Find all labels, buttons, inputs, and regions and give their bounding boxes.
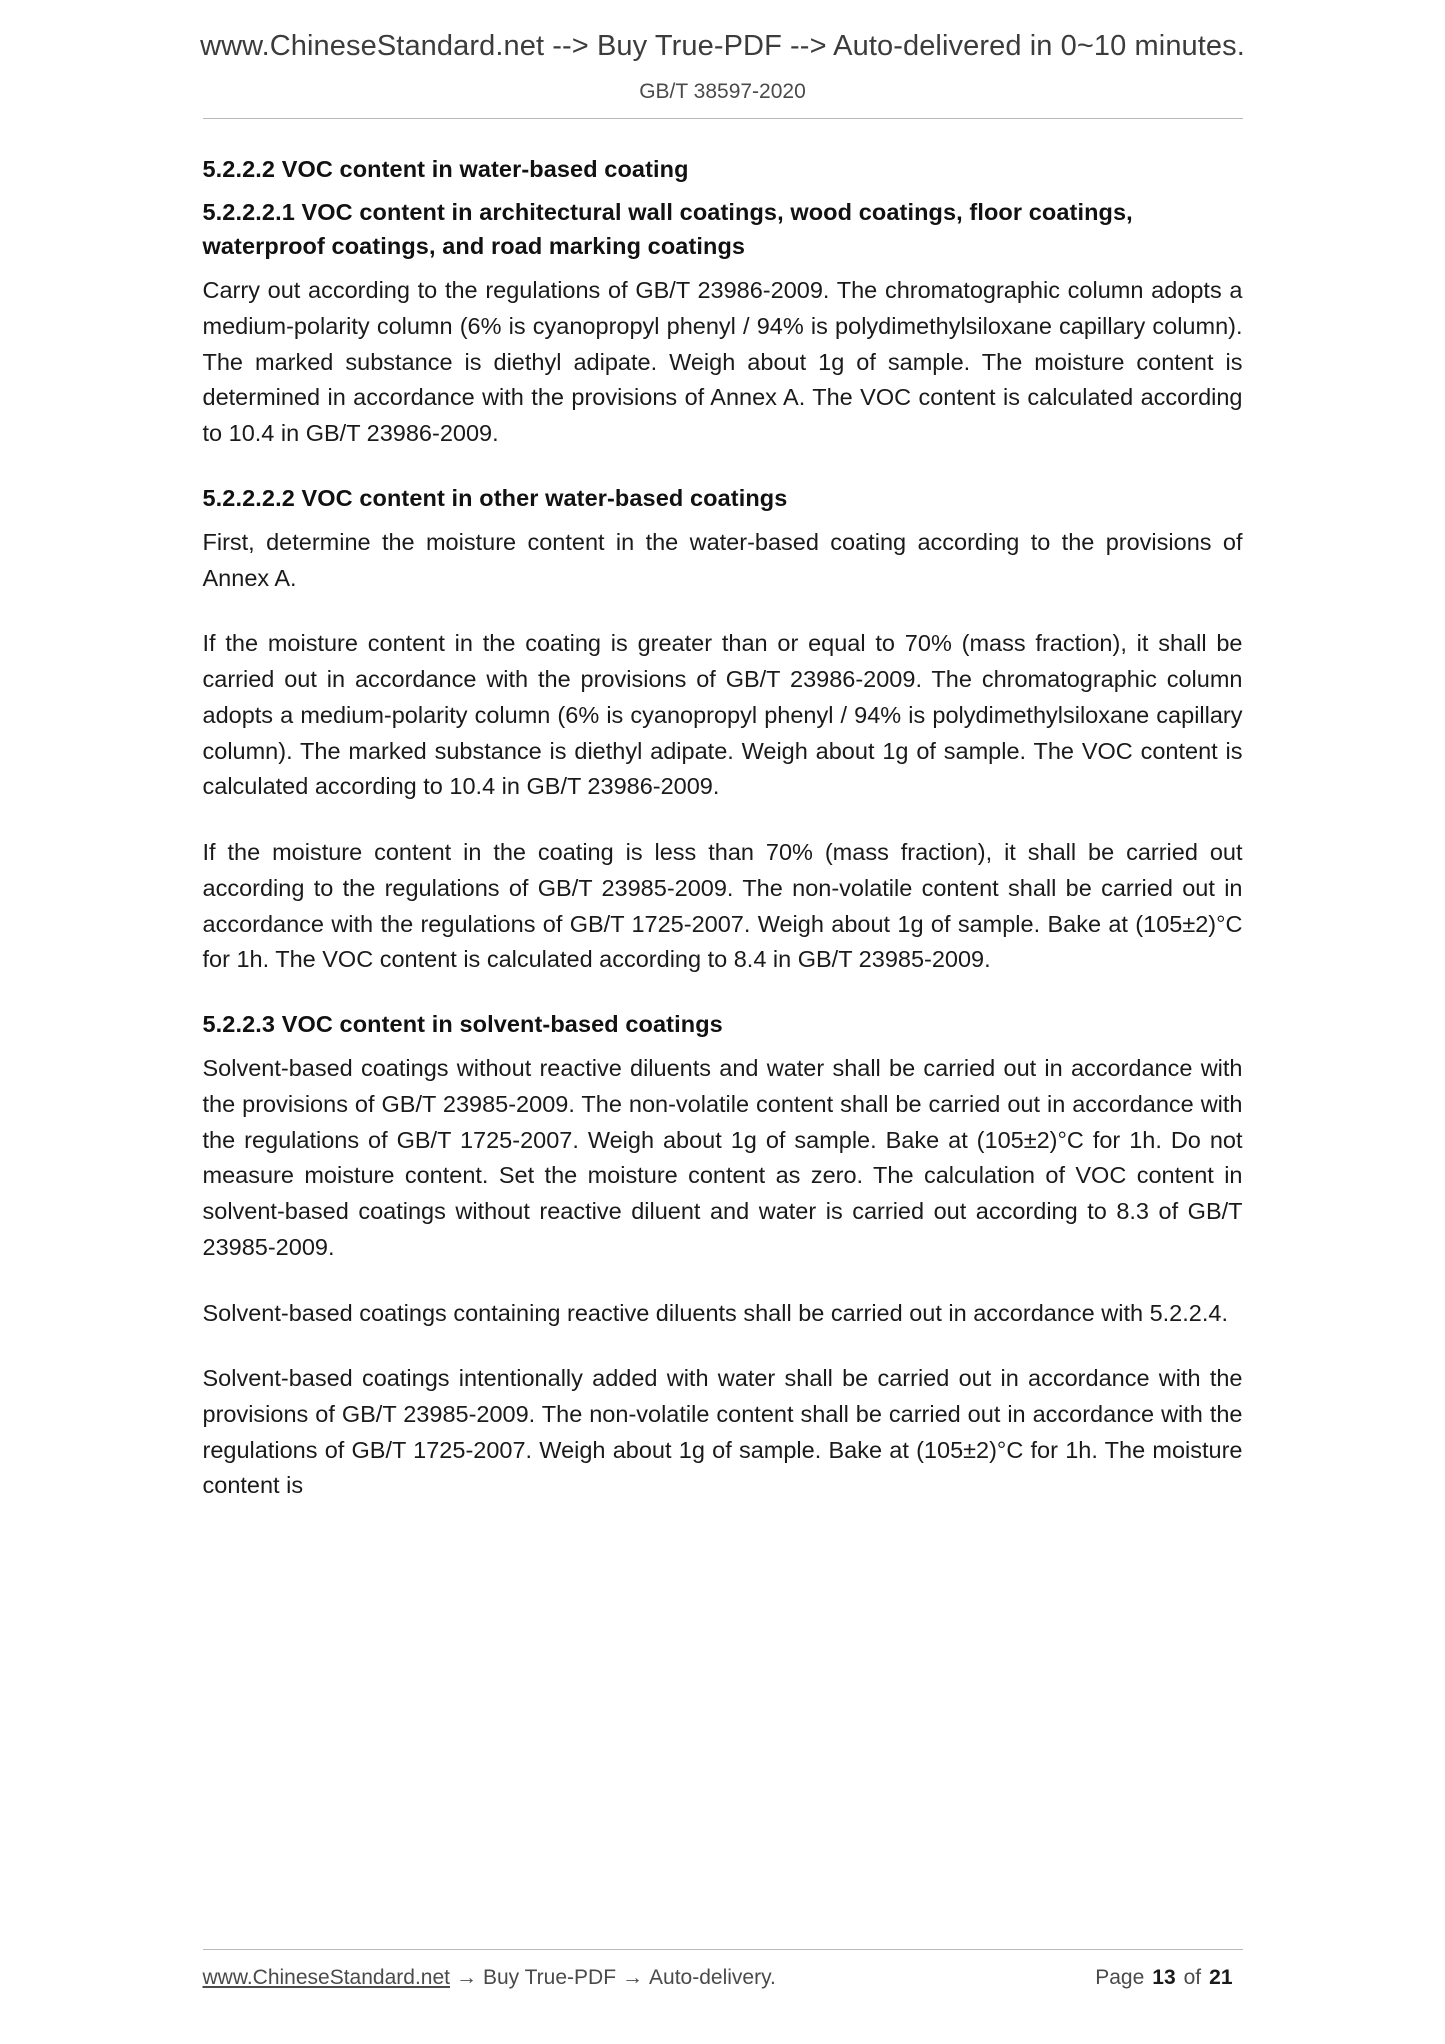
paragraph: Solvent-based coatings without reactive diluents and water shall be carried out in accordance with the provisions of GB/T 23985-2009. The non-volatile content shall be carried out in accordance with the regulations of GB/T 1725-2007. Weigh about 1g of sample. Bake at (105±2)°C for 1h. Do not measure moisture content. Set the moisture content as zero. The calculation of VOC content in solvent-based coatings without reactive diluent and water is carried out according to 8.3 of GB/T 23985-2009.: [202, 1055, 1243, 1260]
promo-banner: www.ChineseStandard.net --> Buy True-PDF --> Auto-delivered in 0~10 minutes.: [200, 30, 1245, 62]
arrow-right-icon: →: [455, 1966, 477, 1989]
arrow-right-icon: →: [622, 1966, 644, 1989]
page-footer: [0, 1949, 1445, 1990]
page-label: Page: [1095, 1966, 1145, 1989]
paragraph: Carry out according to the regulations of GB/T 23986-2009. The chromatographic column adopts a medium-polarity column (6% is cyanopropyl phenyl / 94% is polydimethylsiloxane capillary column). The marked substance is diethyl adipate. Weigh about 1g of sample. The moisture content is determined in accordance with the provisions of Annex A. The VOC content is calculated according to 10.4 in GB/T 23986-2009.: [202, 277, 1243, 446]
section-heading-5-2-2-2-1: 5.2.2.2.1 VOC content in architectural wall coatings, wood coatings, floor coatings, waterproof coatings, and road marking coatings: [202, 199, 1133, 259]
paragraph: Solvent-based coatings containing reactive diluents shall be carried out in accordance with 5.2.2.4.: [202, 1299, 1228, 1326]
footer-links: [203, 1966, 1096, 1990]
section-heading-5-2-2-3: 5.2.2.3 VOC content in solvent-based coatings: [202, 1010, 723, 1037]
paragraph: First, determine the moisture content in the water-based coating according to the provisions of Annex A.: [202, 529, 1243, 591]
page-indicator: [1095, 1966, 1242, 1990]
section-heading-5-2-2-2-2: 5.2.2.2.2 VOC content in other water-based coatings: [202, 484, 788, 511]
footer-site-link[interactable]: www.ChineseStandard.net: [202, 1966, 450, 1989]
paragraph: If the moisture content in the coating is greater than or equal to 70% (mass fraction), it shall be carried out in accordance with the provisions of GB/T 23986-2009. The chromatographic column adopts a medium-polarity column (6% is cyanopropyl phenyl / 94% is polydimethylsiloxane capillary column). The marked substance is diethyl adipate. Weigh about 1g of sample. The VOC content is calculated according to 10.4 in GB/T 23986-2009.: [202, 630, 1243, 800]
document-body: [203, 119, 1243, 1504]
standard-code: GB/T 38597-2020: [639, 80, 806, 103]
paragraph: If the moisture content in the coating is less than 70% (mass fraction), it shall be carried out according to the regulations of GB/T 23985-2009. The non-volatile content shall be carried out in accordance with the regulations of GB/T 1725-2007. Weigh about 1g of sample. Bake at (105±2)°C for 1h. The VOC content is calculated according to 8.4 in GB/T 23985-2009.: [202, 839, 1243, 973]
section-heading-5-2-2-2: 5.2.2.2 VOC content in water-based coating: [202, 156, 689, 182]
footer-buy-label[interactable]: Buy True-PDF: [482, 1966, 617, 1989]
page-total: 21: [1209, 1966, 1233, 1989]
paragraph: Solvent-based coatings intentionally added with water shall be carried out in accordance with the provisions of GB/T 23985-2009. The non-volatile content shall be carried out in accordance with the regulations of GB/T 1725-2007. Weigh about 1g of sample. Bake at (105±2)°C for 1h. The moisture content is: [202, 1365, 1243, 1499]
page-number: 13: [1152, 1966, 1176, 1989]
of-label: of: [1183, 1966, 1202, 1989]
footer-divider: [203, 1949, 1243, 1950]
footer-delivery-label: Auto-delivery.: [649, 1966, 776, 1989]
